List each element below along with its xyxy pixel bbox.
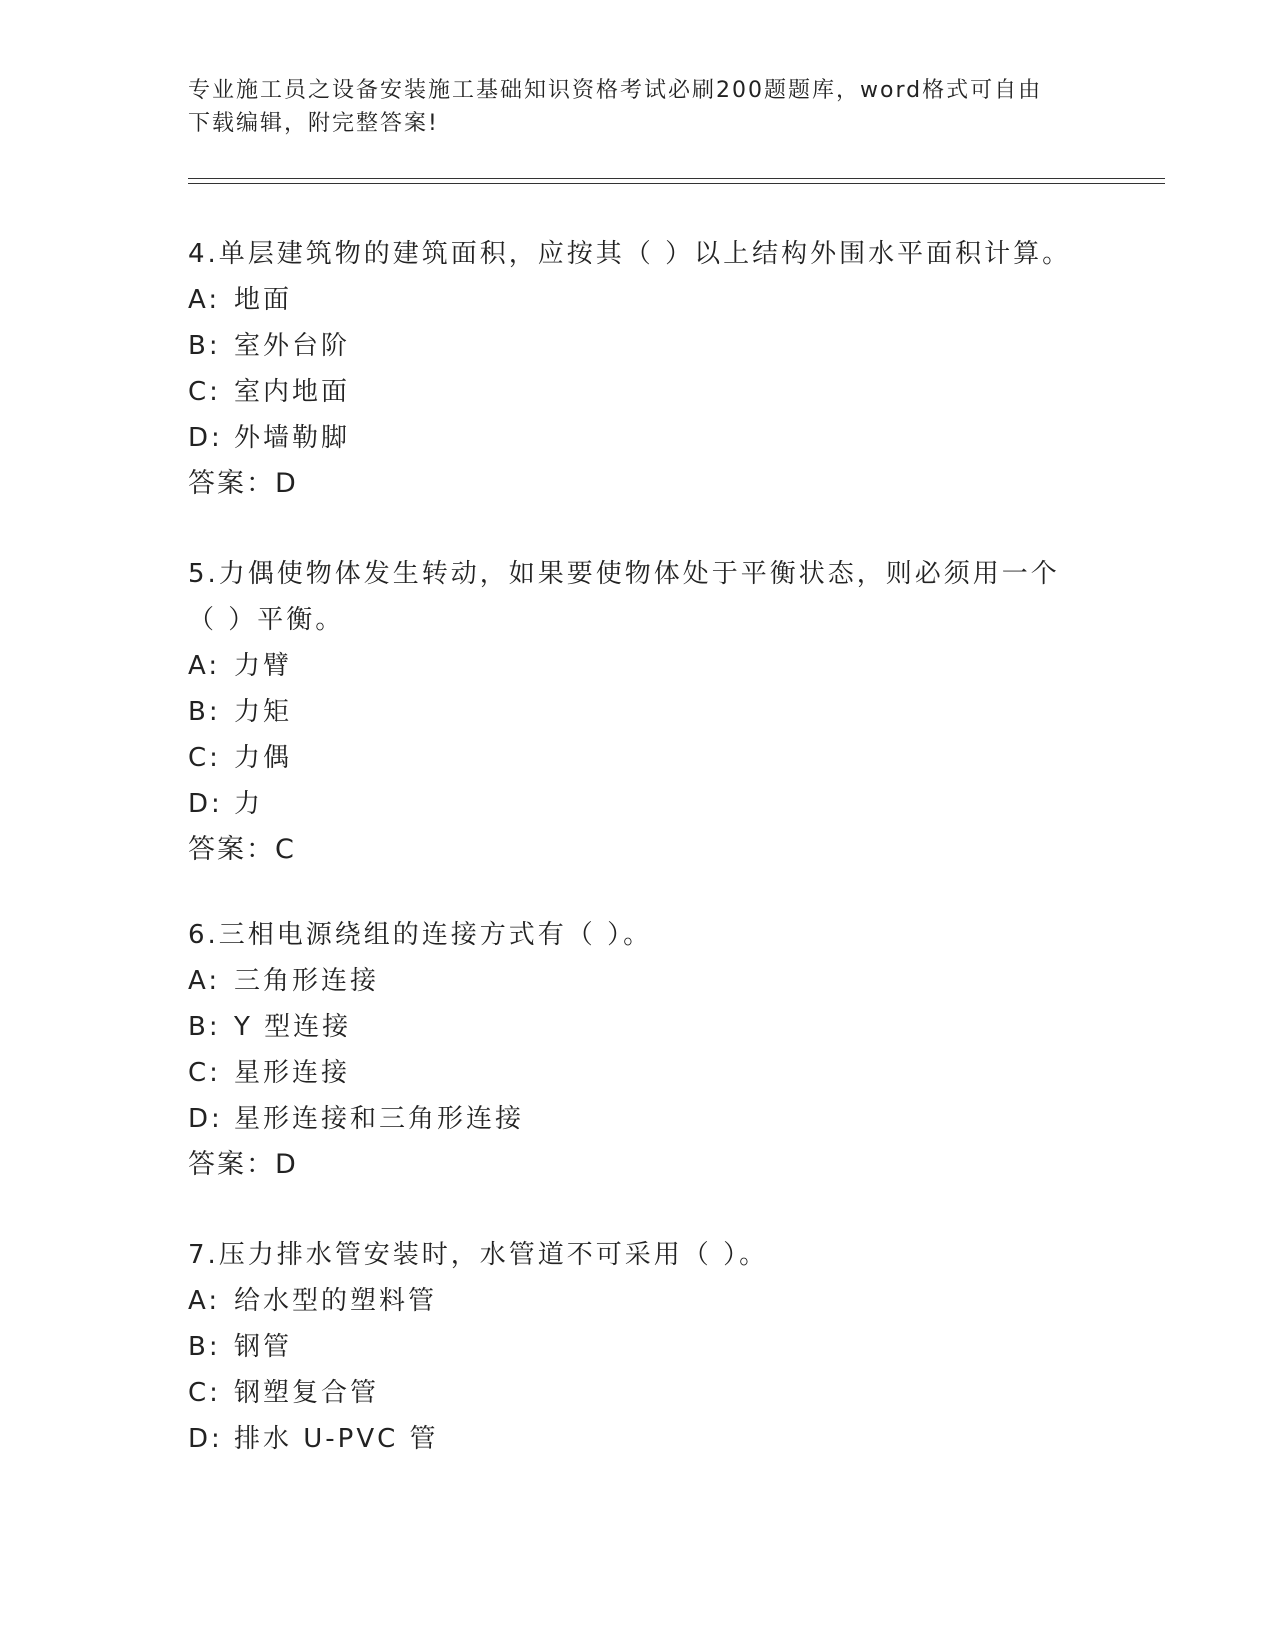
option-letter: D: [188,1104,223,1134]
option-text: 排水 U-PVC 管 [234,1424,439,1454]
question-stem [188,912,1088,958]
option-text: 三角形连接 [234,966,380,996]
option-a [188,958,1088,1004]
option-text: 给水型的塑料管 [234,1286,438,1316]
question-4 [188,231,1088,507]
header-title-line-1: 专业施工员之设备安装施工基础知识资格考试必刷200题题库，word格式可自由 [188,78,1043,103]
option-text: 地面 [234,285,293,315]
option-text: 室内地面 [234,377,351,407]
option-b [188,689,1088,735]
option-letter: B: [188,697,221,727]
option-letter: C: [188,1058,221,1088]
option-letter: A: [188,1286,221,1316]
option-text: 力偶 [234,743,293,773]
question-stem [188,551,1088,643]
option-b [188,323,1088,369]
option-text: 外墙勒脚 [234,423,351,453]
question-6 [188,912,1088,1188]
question-stem-line: 4.单层建筑物的建筑面积，应按其（ ）以上结构外围水平面积计算。 [188,239,1072,269]
option-b [188,1324,1088,1370]
option-d [188,415,1088,461]
option-text: 力矩 [234,697,293,727]
question-stem-line: （ ）平衡。 [188,605,345,635]
header-divider-top [188,178,1165,179]
header-divider-bottom [188,183,1165,184]
option-letter: C: [188,1378,221,1408]
option-letter: B: [188,1332,221,1362]
option-letter: A: [188,285,221,315]
question-stem-line: 5.力偶使物体发生转动，如果要使物体处于平衡状态，则必须用一个 [188,559,1060,589]
option-text: 钢管 [234,1332,293,1362]
option-text: Y 型连接 [234,1012,352,1042]
option-d [188,1416,1088,1462]
option-letter: B: [188,331,221,361]
option-letter: D: [188,789,223,819]
option-letter: A: [188,966,221,996]
option-text: 星形连接 [234,1058,351,1088]
option-text: 星形连接和三角形连接 [234,1104,525,1134]
question-stem-line: 6.三相电源绕组的连接方式有（ ）。 [188,920,653,950]
option-c [188,1050,1088,1096]
option-c [188,369,1088,415]
option-letter: D: [188,1424,223,1454]
option-text: 力臂 [234,651,293,681]
question-stem [188,231,1088,277]
option-letter: C: [188,743,221,773]
option-letter: B: [188,1012,221,1042]
option-a [188,1278,1088,1324]
question-stem [188,1232,1088,1278]
option-letter: D: [188,423,223,453]
option-text: 室外台阶 [234,331,351,361]
option-letter: A: [188,651,221,681]
option-b [188,1004,1088,1050]
option-d [188,781,1088,827]
option-c [188,1370,1088,1416]
header-title-line-2: 下载编辑，附完整答案! [188,111,439,136]
answer-line: 答案：C [188,834,296,865]
answer-line: 答案：D [188,1149,298,1180]
option-a [188,277,1088,323]
question-7 [188,1232,1088,1462]
answer-line: 答案：D [188,468,298,499]
option-d [188,1096,1088,1142]
document-header [188,74,1088,140]
question-stem-line: 7.压力排水管安装时，水管道不可采用（ ）。 [188,1240,769,1270]
option-text: 钢塑复合管 [234,1378,380,1408]
option-letter: C: [188,377,221,407]
option-c [188,735,1088,781]
option-text: 力 [234,789,264,819]
question-5 [188,551,1088,873]
option-a [188,643,1088,689]
